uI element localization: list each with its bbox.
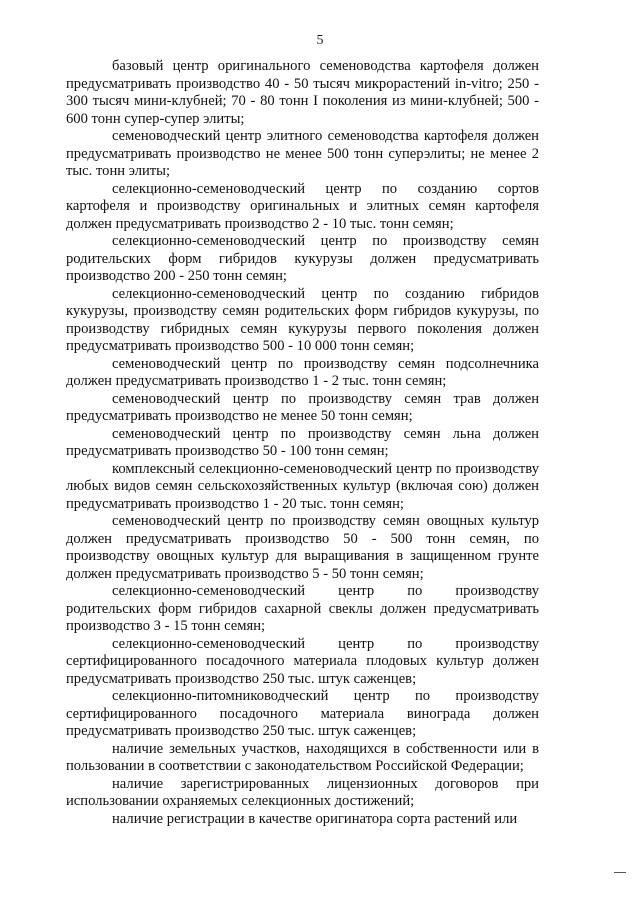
paragraph: семеноводческий центр элитного семеноводства картофеля должен предусматривать производство не менее 500 тонн суперэлиты; не менее 2 тыс. тонн элиты; bbox=[66, 128, 539, 179]
scan-edge-mark bbox=[614, 872, 626, 873]
paragraph: селекционно-семеноводческий центр по созданию гибридов кукурузы, производству семян родительских форм гибридов кукурузы, по производству гибридных семян кукурузы первого поколения должен предусматривать производство 500 - 10 000 тонн семян; bbox=[66, 285, 539, 354]
paragraph: наличие зарегистрированных лицензионных договоров при использовании охраняемых селекционных достижений; bbox=[66, 775, 539, 809]
paragraph: селекционно-семеноводческий центр по производству семян родительских форм гибридов кукурузы должен предусматривать производство 200 - 250 тонн семян; bbox=[66, 233, 539, 284]
paragraph: базовый центр оригинального семеноводства картофеля должен предусматривать производство 40 - 50 тысяч микрорастений in-vitro; 250 - 300 тысяч мини-клубней; 70 - 80 тонн I поколения из мини-клубней; 500 - 600 тонн супер-супер элиты; bbox=[66, 58, 539, 127]
paragraph: семеноводческий центр по производству семян трав должен предусматривать производство не менее 50 тонн семян; bbox=[66, 390, 539, 424]
paragraph: селекционно-семеноводческий центр по производству родительских форм гибридов сахарной свеклы должен предусматривать производство 3 - 15 тонн семян; bbox=[66, 583, 539, 634]
paragraph: семеноводческий центр по производству семян овощных культур должен предусматривать производство 50 - 500 тонн семян, по производству овощных культур для выращивания в защищенном грунте должен предусматривать производство 5 - 50 тонн семян; bbox=[66, 513, 539, 582]
paragraph: наличие земельных участков, находящихся в собственности или в пользовании в соответствии с законодательством Российской Федерации; bbox=[66, 740, 539, 774]
paragraph: селекционно-семеноводческий центр по производству сертифицированного посадочного материала плодовых культур должен предусматривать производство 250 тыс. штук саженцев; bbox=[66, 635, 539, 687]
paragraph: семеноводческий центр по производству семян подсолнечника должен предусматривать производство 1 - 2 тыс. тонн семян; bbox=[66, 355, 539, 389]
document-body bbox=[66, 58, 539, 828]
paragraph: селекционно-питомниководческий центр по производству сертифицированного посадочного материала винограда должен предусматривать производство 250 тыс. штук саженцев; bbox=[66, 688, 539, 739]
paragraph: селекционно-семеноводческий центр по созданию сортов картофеля и производству оригинальных и элитных семян картофеля должен предусматривать производство 2 - 10 тыс. тонн семян; bbox=[66, 180, 539, 232]
paragraph: наличие регистрации в качестве оригинатора сорта растений или bbox=[112, 810, 518, 827]
paragraph: комплексный селекционно-семеноводческий центр по производству любых видов семян сельскохозяйственных культур (включая сою) должен предусматривать производство 1 - 20 тыс. тонн семян; bbox=[66, 460, 539, 512]
page-number: 5 bbox=[316, 33, 324, 48]
paragraph: семеноводческий центр по производству семян льна должен предусматривать производство 50 - 100 тонн семян; bbox=[66, 425, 539, 459]
